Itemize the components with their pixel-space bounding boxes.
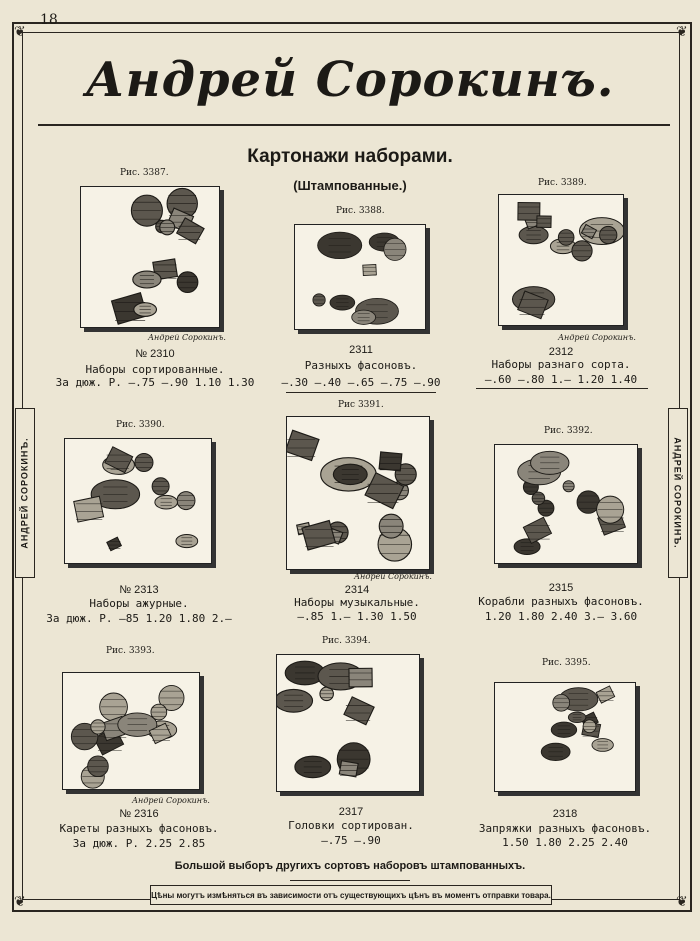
page-number: 18 xyxy=(40,12,58,28)
toy-set-picture xyxy=(499,195,623,325)
item-number: 2312 xyxy=(548,346,574,358)
item-prices: —.85 1.— 1.30 1.50 xyxy=(297,610,417,623)
item-title: Наборы музыкальные. xyxy=(294,596,420,609)
item-number: № 2316 xyxy=(119,808,159,820)
item-number: № 2310 xyxy=(135,348,175,360)
figure-label: Рис 3391. xyxy=(338,400,384,410)
item-number: 2315 xyxy=(548,582,574,594)
item-title: Наборы сортированные. xyxy=(85,363,225,376)
price-underline xyxy=(476,388,648,389)
item-illustration xyxy=(286,416,430,570)
figure-label: Рис. 3395. xyxy=(542,658,591,668)
price-notice-box xyxy=(150,885,552,905)
toy-set-picture xyxy=(495,683,635,791)
corner-ornament-icon: ❦ xyxy=(14,894,26,910)
figure-label: Рис. 3387. xyxy=(120,168,169,178)
maker-mark: Андрей Сорокинъ. xyxy=(132,796,210,805)
header-rule xyxy=(38,124,670,126)
item-number: 2318 xyxy=(552,808,578,820)
maker-mark: Андрей Сорокинъ. xyxy=(354,572,432,581)
side-label-text: АНДРЕЙ СОРОКИНЪ. xyxy=(673,437,683,549)
figure-label: Рис. 3392. xyxy=(544,426,593,436)
figure-label: Рис. 3390. xyxy=(116,420,165,430)
item-title: Разныхъ фасоновъ. xyxy=(304,359,418,372)
item-prices: За дюж. Р. —85 1.20 1.80 2.— xyxy=(46,612,232,625)
toy-set-picture xyxy=(495,445,637,563)
figure-label: Рис. 3388. xyxy=(336,206,385,216)
side-label-right xyxy=(668,408,688,578)
toy-set-picture xyxy=(81,187,219,327)
corner-ornament-icon: ❦ xyxy=(676,894,688,910)
toy-set-picture xyxy=(287,417,429,569)
toy-set-picture xyxy=(277,655,419,791)
corner-ornament-icon: ❦ xyxy=(14,24,26,40)
item-illustration xyxy=(494,444,638,564)
item-number: 2311 xyxy=(349,344,373,356)
item-illustration xyxy=(498,194,624,326)
item-number: 2317 xyxy=(338,806,364,818)
item-title: Запряжки разныхъ фасоновъ. xyxy=(478,822,652,835)
item-title: Корабли разныхъ фасоновъ. xyxy=(478,595,644,608)
item-illustration xyxy=(62,672,200,790)
item-illustration xyxy=(64,438,212,564)
section-heading: Картонажи наборами. xyxy=(247,146,453,167)
notice-ornament xyxy=(290,880,410,881)
item-number: 2314 xyxy=(344,584,370,596)
price-notice: Цѣны могутъ измѣняться въ зависимости отъ существующихъ цѣнъ въ моментъ отправки товара. xyxy=(151,890,551,900)
item-title: Наборы ажурные. xyxy=(89,597,189,610)
item-prices: —.30 —.40 —.65 —.75 —.90 xyxy=(281,376,441,389)
toy-set-picture xyxy=(63,673,199,789)
item-title: Кареты разныхъ фасоновъ. xyxy=(59,822,219,835)
corner-ornament-icon: ❦ xyxy=(676,24,688,40)
maker-mark: Андрей Сорокинъ. xyxy=(148,333,226,342)
item-prices: 1.20 1.80 2.40 3.— 3.60 xyxy=(484,610,638,623)
item-prices: —.75 —.90 xyxy=(321,834,381,847)
item-prices: За дюж. Р. —.75 —.90 1.10 1.30 xyxy=(55,376,255,389)
side-label-text: АНДРЕЙ СОРОКИНЪ. xyxy=(20,437,30,549)
item-prices: За дюж. Р. 2.25 2.85 xyxy=(72,837,206,850)
toy-set-picture xyxy=(295,225,425,329)
item-illustration xyxy=(80,186,220,328)
item-number: № 2313 xyxy=(119,584,159,596)
item-illustration xyxy=(276,654,420,792)
item-illustration xyxy=(494,682,636,792)
brand-title: Андрей Сорокинъ. xyxy=(85,52,615,108)
item-illustration xyxy=(294,224,426,330)
footer-note: Большой выборъ другихъ сортовъ наборовъ штампованныхъ. xyxy=(174,860,526,872)
figure-label: Рис. 3389. xyxy=(538,178,587,188)
price-underline xyxy=(286,392,436,393)
figure-label: Рис. 3394. xyxy=(322,636,371,646)
item-title: Головки сортирован. xyxy=(288,819,414,832)
section-subheading: (Штампованные.) xyxy=(293,178,407,193)
toy-set-picture xyxy=(65,439,211,563)
item-prices: —.60 —.80 1.— 1.20 1.40 xyxy=(484,373,638,386)
item-prices: 1.50 1.80 2.25 2.40 xyxy=(502,836,628,849)
figure-label: Рис. 3393. xyxy=(106,646,155,656)
item-title: Наборы разнаго сорта. xyxy=(491,358,631,371)
side-label-left xyxy=(15,408,35,578)
maker-mark: Андрей Сорокинъ. xyxy=(558,333,636,342)
